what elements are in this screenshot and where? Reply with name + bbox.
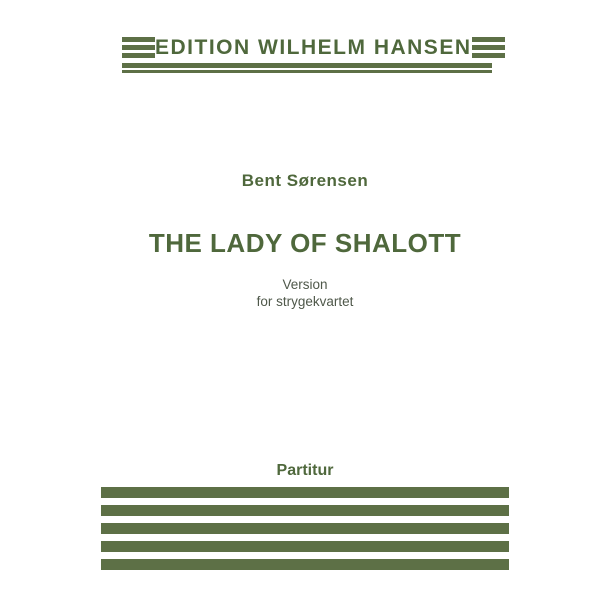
logo-bars-right-icon: [472, 37, 505, 58]
bar-segment: [122, 45, 155, 50]
bar-segment: [472, 53, 505, 58]
bar-segment: [472, 37, 505, 42]
subtitle-line-instrumentation: for strygekvartet: [256, 294, 354, 309]
publisher-name: EDITION WILHELM HANSEN: [155, 36, 472, 59]
logo-rule-thin: [122, 70, 492, 73]
publisher-logo-row: [122, 37, 492, 58]
bar-segment: [122, 53, 155, 58]
subtitle-line-version: Version: [282, 277, 328, 292]
subtitle: [0, 276, 610, 310]
logo-rule-thick: [122, 63, 492, 68]
composer-name: Bent Sørensen: [241, 171, 369, 190]
bar-segment: [122, 37, 155, 42]
stripe-segment: [101, 541, 509, 552]
logo-bars-left-icon: [122, 37, 155, 58]
stripe-segment: [101, 487, 509, 498]
footer-stripes: [101, 487, 509, 570]
stripe-segment: [101, 559, 509, 570]
work-title: THE LADY OF SHALOTT: [148, 228, 462, 258]
stripe-segment: [101, 523, 509, 534]
publisher-logo: [122, 37, 492, 73]
stripe-segment: [101, 505, 509, 516]
bar-segment: [472, 45, 505, 50]
part-label: Partitur: [276, 462, 334, 479]
